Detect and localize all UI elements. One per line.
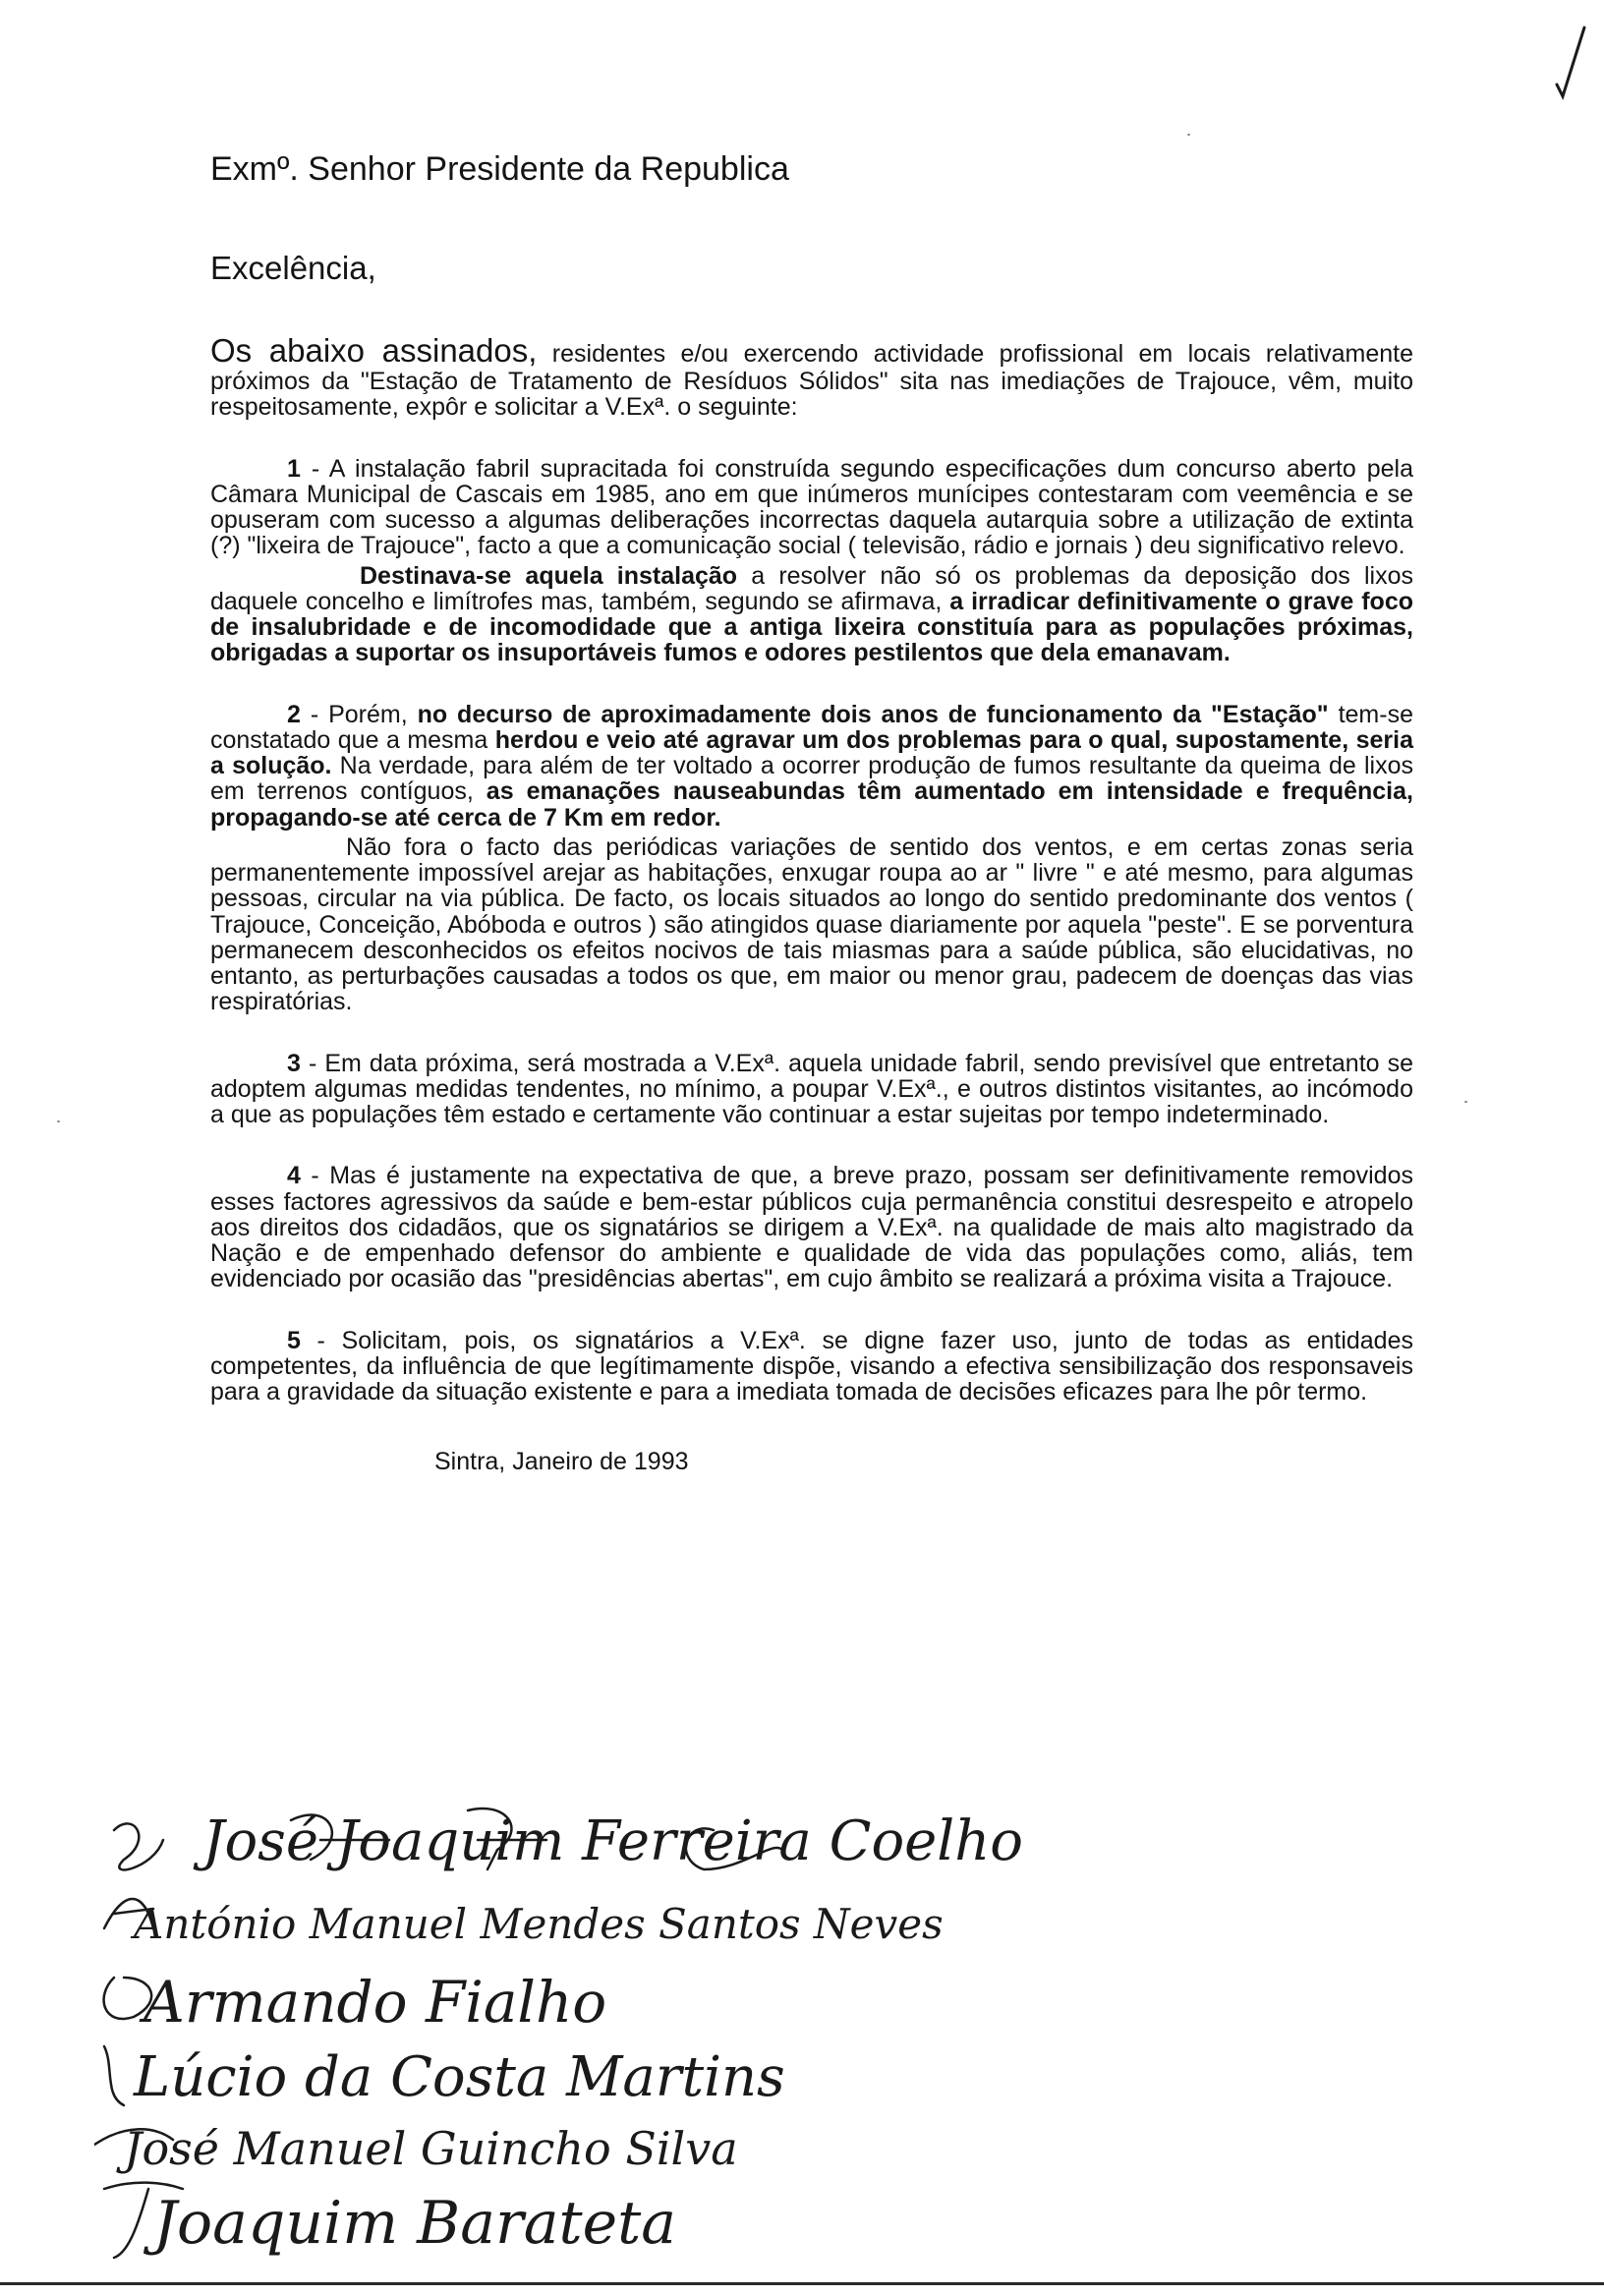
paragraph-text: - Solicitam, pois, os signatários a V.Exª. se digne fazer uso, junto de todas as entidades competentes, da influência de que legítimamente dispõe, visando a efectiva sensibilização dos responsaveis para a gravidade da situação existente e para a imediata tomada de decisões eficazes para lhe pôr termo. — [210, 1326, 1413, 1406]
intro-text: residentes e/ou exercendo actividade profissional em locais relativamente próximos da "Estação de Tratamento de Resíduos Sólidos" sita nas imediações de Trajouce, vêm, muito respeitosamente, expôr e solicitar a V.Exª. o seguinte: — [210, 340, 1414, 422]
paragraph-1 — [210, 456, 1413, 559]
paragraph-text: tem-se constatado que a mesma — [210, 700, 1413, 754]
greeting: Excelência, — [210, 249, 376, 286]
signature-5 — [94, 2122, 738, 2175]
signature-1 — [114, 1808, 1023, 1873]
signature-3 — [104, 1969, 607, 2036]
signature-4 — [104, 2045, 785, 2109]
signature-6 — [104, 2183, 676, 2258]
scan-speck — [57, 1120, 60, 1122]
intro-lead: Os abaixo assinados, — [210, 332, 538, 370]
paragraph-number: 5 — [287, 1326, 301, 1354]
scan-speck — [1187, 134, 1190, 136]
paragraph-4 — [210, 1163, 1413, 1292]
scan-speck — [1464, 1101, 1467, 1103]
paragraph-text: Na verdade, para além de ter voltado a ocorrer produção de fumos resultante da queima de lixos em terrenos contíguos, — [210, 752, 1413, 806]
salutation: Exmº. Senhor Presidente da Republica — [210, 150, 789, 188]
signature-text: António Manuel Mendes Santos Neves — [134, 1900, 944, 1948]
paragraph-number: 1 — [287, 454, 301, 483]
signature-block — [94, 1801, 1077, 2263]
paragraph-text: a resolver não só os problemas da deposição dos lixos daquele concelho e limítrofes mas, também, segundo se afirmava, — [210, 561, 1413, 615]
paragraph-3 — [210, 1051, 1413, 1128]
paragraph-1-continued — [210, 563, 1413, 666]
paragraph-text: - A instalação fabril supracitada foi construída segundo especificações dum concurso aberto pela Câmara Municipal de Cascais em 1985, ano em que inúmeros munícipes contestaram com veemência e se opuseram com sucesso a algumas deliberações incorrectas daquela autarquia sobre a utilização de extinta (?) "lixeira de Trajouce", facto a que a comunicação social ( televisão, rádio e jornais ) deu significativo relevo. — [210, 454, 1413, 560]
paragraph-number: 2 — [287, 700, 301, 728]
signature-2 — [104, 1899, 944, 1948]
paragraph-text: - Mas é justamente na expectativa de que, a breve prazo, possam ser definitivamente removidos esses factores agressivos da saúde e bem-estar públicos cuja permanência constitui desrespeito e atropelo aos direitos dos cidadãos, que os signatários se dirigem a V.Exª. na qualidade de mais alto magistrado da Nação e de empenhado defensor do ambiente e qualidade de vida das populações como, aliás, tem evidenciado por ocasião das "presidências abertas", em cujo âmbito se realizará a próxima visita a Trajouce. — [210, 1162, 1413, 1293]
emphasis-text: Destinava-se aquela instalação — [360, 561, 738, 590]
paragraph-2-continued: Não fora o facto das periódicas variações de sentido dos ventos, e em certas zonas seria permanentemente impossível arejar as habitações, enxugar roupa ao ar " livre " e até mesmo, para algumas pessoas, circular na via pública. De facto, os locais situados ao longo do sentido predominante dos ventos ( Trajouce, Conceição, Abóboda e outros ) são atingidos quase diariamente por aquela "peste". E se porventura permanecem desconhecidos os efeitos nocivos de tais miasmas para a saúde pública, são elucidativas, no entanto, as perturbações causadas a todos os que, em maior ou menor grau, padecem de doenças das vias respiratórias. — [210, 832, 1413, 1016]
paragraph-number: 3 — [287, 1049, 301, 1077]
paragraph-text: - Porém, — [300, 700, 418, 728]
intro-paragraph — [210, 334, 1413, 420]
emphasis-text: herdou e veio até agravar um dos problemas para o qual, supostamente, seria a solução. — [210, 725, 1413, 780]
emphasis-text: no decurso de aproximadamente dois anos de funcionamento da "Estação" — [417, 700, 1329, 728]
signature-text: José Manuel Guincho Silva — [124, 2122, 738, 2175]
paragraph-2 — [210, 702, 1413, 831]
check-mark-icon — [1555, 24, 1586, 102]
signature-text: Armando Fialho — [143, 1969, 607, 2036]
signature-text: José Joaquim Ferreira Coelho — [202, 1809, 1023, 1873]
page-bottom-edge — [0, 2282, 1604, 2285]
emphasis-text: as emanações nauseabundas têm aumentado em intensidade e frequência, propagando-se até cerca de 7 Km em redor. — [210, 777, 1413, 832]
signature-text: Joaquim Barateta — [153, 2189, 676, 2258]
letter — [210, 149, 1413, 1476]
paragraph-5 — [210, 1328, 1413, 1406]
paragraph-number: 4 — [287, 1162, 301, 1190]
signature-text: Lúcio da Costa Martins — [134, 2045, 785, 2109]
emphasis-text: a irradicar definitivamente o grave foco de insalubridade e de incomodidade que a antiga lixeira constituía para as populações próximas, obrigadas a suportar os insuportáveis fumos e odores pestilentos que dela emanavam. — [210, 587, 1413, 667]
place-date: Sintra, Janeiro de 1993 — [434, 1448, 689, 1476]
paragraph-text: - Em data próxima, será mostrada a V.Exª. aquela unidade fabril, sendo previsível que entretanto se adoptem algumas medidas tendentes, no mínimo, a poupar V.Exª., e outros distintos visitantes, ao incómodo a que as populações têm estado e certamente vão continuar a estar sujeitas por tempo indeterminado. — [210, 1049, 1413, 1129]
